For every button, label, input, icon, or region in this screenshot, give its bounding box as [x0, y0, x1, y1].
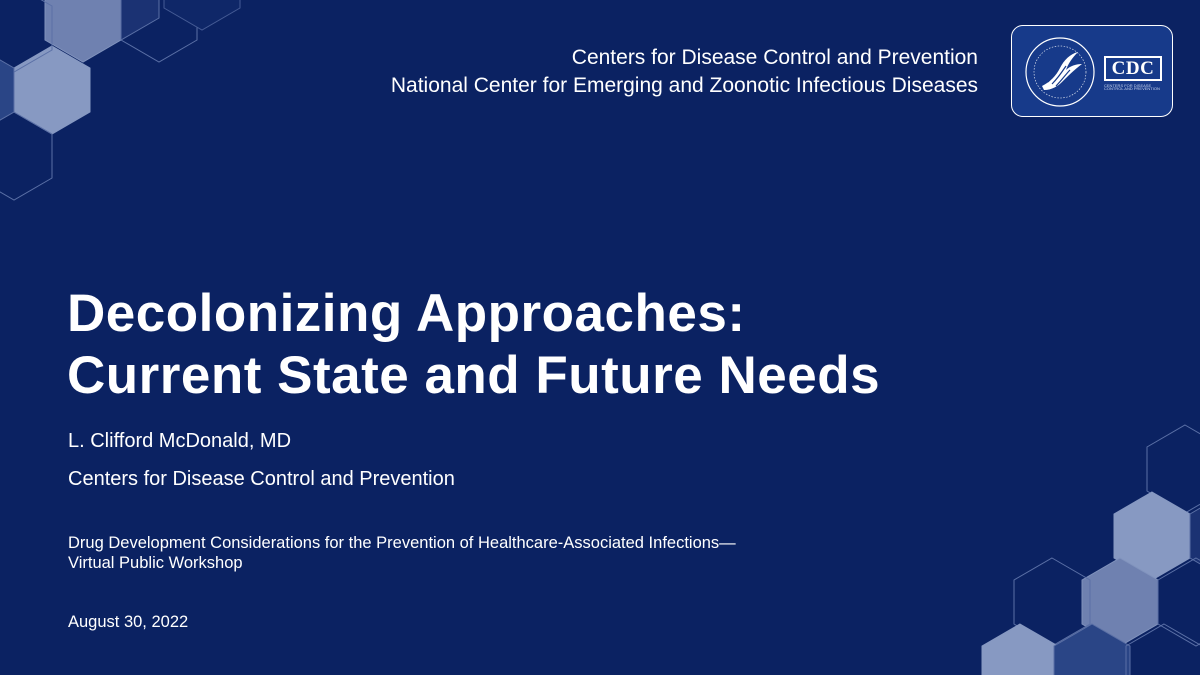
- hexagon-shape: [14, 46, 90, 134]
- hexagon-shape: [1190, 492, 1200, 580]
- cdc-wordmark-subtext: CENTERS FOR DISEASE CONTROL AND PREVENTION: [1104, 84, 1160, 90]
- org-name: Centers for Disease Control and Prevention: [571, 46, 978, 69]
- hexagon-cluster-bottom-right: [982, 425, 1200, 675]
- title-line-1: Decolonizing Approaches:: [67, 284, 746, 343]
- title-line-2: Current State and Future Needs: [67, 346, 881, 405]
- event-description: [68, 533, 736, 573]
- hexagon-shape: [121, 0, 197, 62]
- center-name: National Center for Emerging and Zoonotic Infectious Diseases: [390, 74, 978, 97]
- hexagon-shape: [0, 112, 52, 200]
- hexagon-shape: [1158, 558, 1200, 646]
- hexagon-shape: [0, 0, 52, 72]
- organization-header: [391, 44, 978, 100]
- presenter-name: L. Clifford McDonald, MD: [68, 430, 292, 452]
- hexagon-shape: [45, 0, 121, 62]
- event-line-1: Drug Development Considerations for the Prevention of Healthcare-Associated Infections—: [68, 534, 736, 552]
- hexagon-shape: [1054, 624, 1130, 675]
- hexagon-shape: [1126, 624, 1200, 675]
- hexagon-shape: [0, 46, 14, 134]
- presentation-date: August 30, 2022: [68, 613, 189, 631]
- hexagon-shape: [1147, 425, 1200, 513]
- hexagon-shape: [1082, 558, 1158, 646]
- hexagon-shape: [1114, 492, 1190, 580]
- cdc-hhs-logo: [1011, 25, 1173, 117]
- cdc-wordmark: CDC: [1104, 56, 1162, 81]
- hexagon-shape: [1014, 558, 1090, 646]
- presenter-organization: Centers for Disease Control and Prevention: [68, 468, 455, 490]
- hexagon-shape: [83, 0, 159, 40]
- event-line-2: Virtual Public Workshop: [68, 554, 243, 572]
- hexagon-shape: [982, 624, 1058, 675]
- hexagon-cluster-top-left: [0, 0, 240, 200]
- hexagon-shape: [164, 0, 240, 30]
- slide-title: [67, 283, 880, 407]
